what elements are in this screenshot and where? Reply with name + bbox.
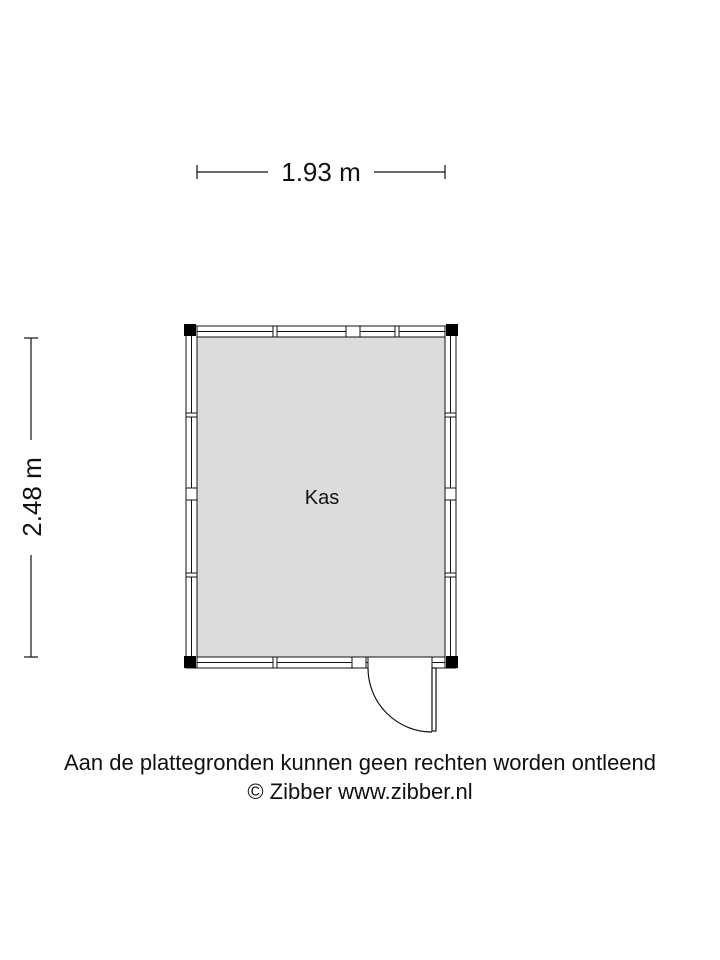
height-dimension-label: 2.48 m <box>17 457 47 537</box>
disclaimer-text: Aan de plattegronden kunnen geen rechten worden ontleend <box>63 750 657 775</box>
corner-post-top-left <box>184 324 196 336</box>
corner-post-bottom-right <box>446 656 458 668</box>
corner-post-bottom-left <box>184 656 196 668</box>
room-label: Kas <box>304 487 340 509</box>
wall-bottom <box>186 657 456 668</box>
door-leaf <box>432 668 436 731</box>
door <box>368 668 436 732</box>
wall-right <box>445 326 456 668</box>
wall-top <box>186 326 456 337</box>
corner-post-top-right <box>446 324 458 336</box>
door-swing-arc <box>368 668 432 732</box>
width-dimension-label: 1.93 m <box>281 157 361 187</box>
wall-left <box>186 326 197 668</box>
copyright-text: © Zibber www.zibber.nl <box>247 779 473 804</box>
